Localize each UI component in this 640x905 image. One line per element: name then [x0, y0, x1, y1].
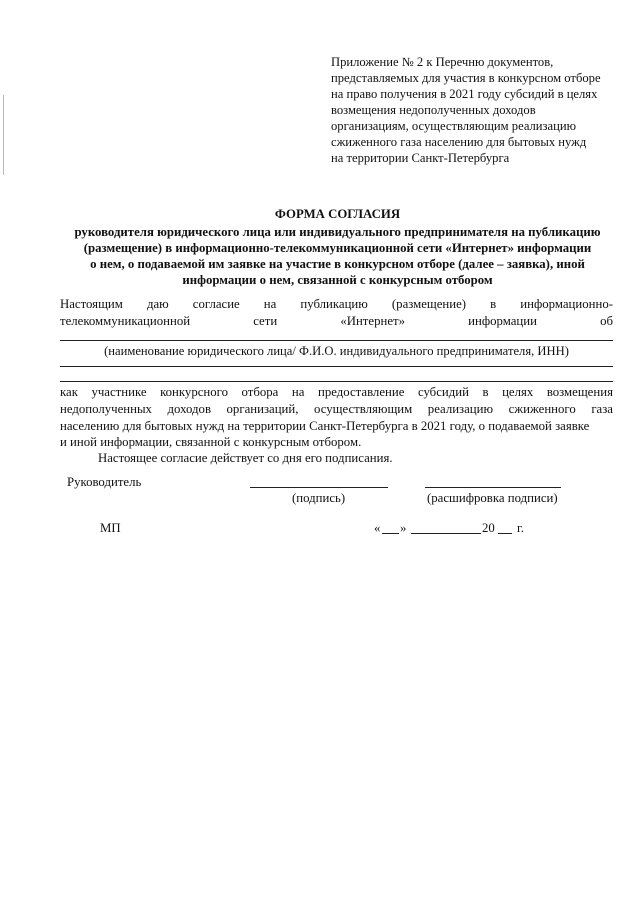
consent-line-1-word: в — [490, 297, 497, 311]
body-line-1-word: субсидий — [417, 385, 469, 399]
consent-line-1-word: публикацию — [300, 297, 368, 311]
appendix-line-5: организациям, осуществляющим реализацию — [331, 119, 576, 133]
date-close-quote: » — [400, 521, 407, 535]
body-line-2-word: недополученных — [60, 402, 152, 416]
consent-line-2-word: «Интернет» — [340, 314, 405, 328]
body-line-1-word: целях — [502, 385, 534, 399]
body-line-2-word: осуществляющим — [313, 402, 413, 416]
name-field-line[interactable] — [60, 340, 613, 341]
subtitle-line-2: (размещение) в информационно-телекоммуникационной сети «Интернет» информации — [83, 241, 592, 255]
name-field-line-3[interactable] — [60, 381, 613, 382]
consent-line-1 — [60, 296, 613, 312]
body-line-2-word: организаций, — [226, 402, 299, 416]
signature-line[interactable] — [250, 487, 388, 488]
body-line-1-word: конкурсного — [160, 385, 228, 399]
body-line-2 — [60, 401, 613, 417]
subtitle-line-3: о нем, о подаваемой им заявке на участие в конкурсном отборе (далее – заявка), иной — [90, 257, 585, 271]
appendix-line-1: Приложение № 2 к Перечню документов, — [331, 55, 554, 69]
body-line-4: и иной информации, связанной с конкурсным отбором. — [60, 435, 362, 449]
signature-caption: (подпись) — [292, 491, 346, 505]
date-year-prefix: 20 — [482, 521, 495, 535]
body-line-1 — [60, 384, 613, 400]
consent-line-2-word: информации — [468, 314, 537, 328]
consent-line-1-word: согласие — [192, 297, 240, 311]
body-line-2-word: реализацию — [427, 402, 494, 416]
appendix-line-2: представляемых для участия в конкурсном отборе — [331, 71, 601, 85]
form-title — [60, 206, 615, 222]
body-line-1-word: участнике — [91, 385, 147, 399]
appendix-line-3: на право получения в 2021 году субсидий в целях — [331, 87, 598, 101]
date-day-line[interactable] — [382, 533, 399, 534]
body-line-2-word: газа — [591, 402, 613, 416]
consent-line-2-word: телекоммуникационной — [60, 314, 191, 328]
body-line-1-word: на — [291, 385, 305, 399]
body-line-3: населению для бытовых нужд на территории Санкт-Петербурга в 2021 году, о подаваемой заявке — [60, 419, 590, 433]
appendix-line-6: сжиженного газа населению для бытовых нужд — [331, 135, 587, 149]
validity-statement: Настоящее согласие действует со дня его подписания. — [98, 451, 393, 465]
body-line-1-word: отбора — [241, 385, 279, 399]
decode-caption: (расшифровка подписи) — [427, 491, 558, 505]
body-line-1-word: предоставление — [317, 385, 405, 399]
subtitle-line-4: информации о нем, связанной с конкурсным отбором — [182, 273, 493, 287]
subtitle-line-1: руководителя юридического лица или индивидуального предпринимателя на публикацию — [74, 225, 601, 239]
date-year-line[interactable] — [498, 533, 512, 534]
consent-line-2 — [60, 313, 613, 329]
form-subtitle — [60, 224, 615, 288]
consent-line-2-word: об — [600, 314, 613, 328]
appendix-line-7: на территории Санкт-Петербурга — [331, 151, 510, 165]
stamp-label: МП — [100, 521, 121, 535]
consent-line-1-word: даю — [146, 297, 169, 311]
appendix-line-4: возмещения недополученных доходов — [331, 103, 536, 117]
name-field-caption: (наименование юридического лица/ Ф.И.О. индивидуального предпринимателя, ИНН) — [104, 344, 569, 358]
date-open-quote: « — [374, 521, 381, 535]
consent-line-1-word: информационно- — [520, 297, 613, 311]
consent-line-1-word: на — [263, 297, 277, 311]
scan-edge-mark — [3, 95, 4, 175]
body-line-2-word: сжиженного — [508, 402, 576, 416]
date-month-line[interactable] — [411, 533, 481, 534]
decode-line[interactable] — [425, 487, 561, 488]
consent-line-2-word: сети — [253, 314, 278, 328]
date-suffix: г. — [517, 521, 525, 535]
role-label: Руководитель — [67, 475, 142, 489]
consent-line-1-word: Настоящим — [60, 297, 123, 311]
appendix-note — [331, 54, 631, 166]
name-field-line-2[interactable] — [60, 366, 613, 367]
form-title-text: ФОРМА СОГЛАСИЯ — [274, 207, 401, 221]
body-line-1-word: в — [482, 385, 489, 399]
body-line-1-word: как — [60, 385, 78, 399]
consent-line-1-word: (размещение) — [391, 297, 467, 311]
body-line-1-word: возмещения — [546, 385, 613, 399]
body-line-2-word: доходов — [167, 402, 211, 416]
